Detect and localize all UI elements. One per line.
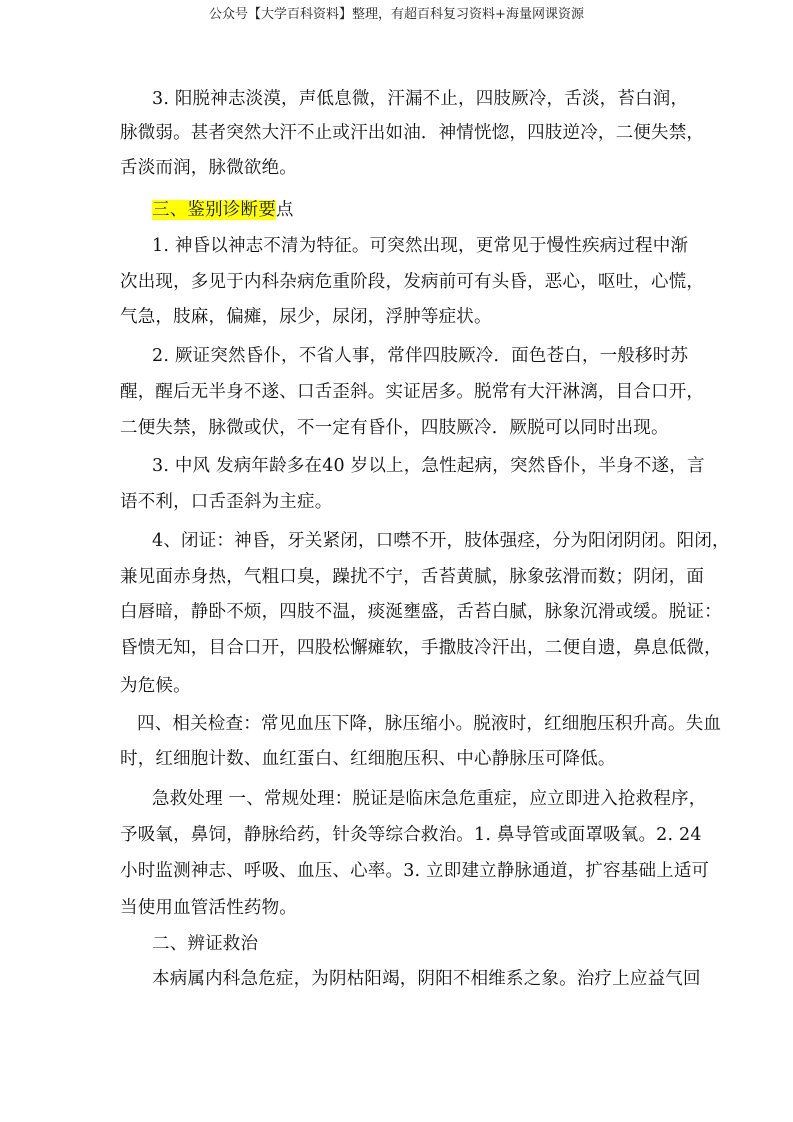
text-line: 气急，肢麻，偏瘫，尿少，尿闭，浮肿等症状。 xyxy=(120,307,492,327)
text-line: 3. 中风 发病年龄多在40 岁以上，急性起病，突然昏仆，半身不遂，言 xyxy=(152,456,705,476)
text-line: 本病属内科急危症，为阴枯阳竭，阴阳不相维系之象。治疗上应益气回 xyxy=(152,969,701,989)
text-line: 二便失禁，脉微或伏，不一定有昏仆，四肢厥冷．厥脱可以同时出现。 xyxy=(120,418,669,438)
text-line: 为危候。 xyxy=(120,676,191,696)
text-line: 3. 阳脱神志淡漠，声低息微，汗漏不止，四肢厥冷，舌淡，苔白润， xyxy=(152,89,689,109)
text-line: 2. 厥证突然昏仆，不省人事，常伴四肢厥冷．面色苍白，一般移时苏 xyxy=(152,346,689,366)
text-line: 当使用血管活性药物。 xyxy=(120,898,297,918)
text-line: 白唇暗，静卧不烦，四肢不温，痰涎壅盛，舌苔白腻，脉象沉滑或缓。脱证： xyxy=(120,602,722,622)
heading-rest: 点 xyxy=(275,200,294,220)
text-line: 昏愦无知，目合口开，四股松懈瘫软，手撒肢冷汗出，二便自遗，鼻息低微， xyxy=(120,638,722,658)
text-line: 1. 神昏以神志不清为特征。可突然出现，更常见于慢性疾病过程中渐 xyxy=(152,236,689,256)
heading-highlighted: 三、鉴别诊断要 xyxy=(152,200,276,220)
text-line: 脉微弱。甚者突然大汗不止或汗出如油．神情恍惚，四肢逆冷，二便失禁， xyxy=(120,123,705,143)
subheading: 二、辨证救治 xyxy=(152,934,259,954)
text-line: 小时监测神志、呼吸、血压、心率。3. 立即建立静脉通道，扩容基础上适可 xyxy=(120,861,710,881)
text-line: 兼见面赤身热，气粗口臭，躁扰不宁，舌苔黄腻，脉象弦滑而数；阴闭，面 xyxy=(120,567,705,587)
text-line: 舌淡而润，脉微欲绝。 xyxy=(120,158,297,178)
page-header: 公众号【大学百科资料】整理，有超百科复习资料+海量网课资源 xyxy=(209,7,584,22)
text-line: 四、相关检查：常见血压下降，脉压缩小。脱液时，红细胞压积升高。失血 xyxy=(137,714,722,734)
text-line: 急救处理 一、常规处理：脱证是临床急危重症，应立即进入抢救程序， xyxy=(152,789,707,809)
section-heading xyxy=(152,199,294,221)
text-line: 予吸氧，鼻饲，静脉给药，针灸等综合救治。1. 鼻导管或面罩吸氧。2. 24 xyxy=(120,825,702,845)
text-line: 4、闭证：神昏，牙关紧闭，口噤不开，肢体强痉，分为阳闭阴闭。阳闭， xyxy=(152,531,730,551)
text-line: 次出现，多见于内科杂病危重阶段，发病前可有头昏，恶心，呕吐，心慌， xyxy=(120,272,705,292)
text-line: 时，红细胞计数、血红蛋白、红细胞压积、中心静脉压可降低。 xyxy=(120,749,616,769)
text-line: 醒，醒后无半身不遂、口舌歪斜。实证居多。脱常有大汗淋漓，目合口开， xyxy=(120,382,705,402)
text-line: 语不利，口舌歪斜为主症。 xyxy=(120,492,333,512)
